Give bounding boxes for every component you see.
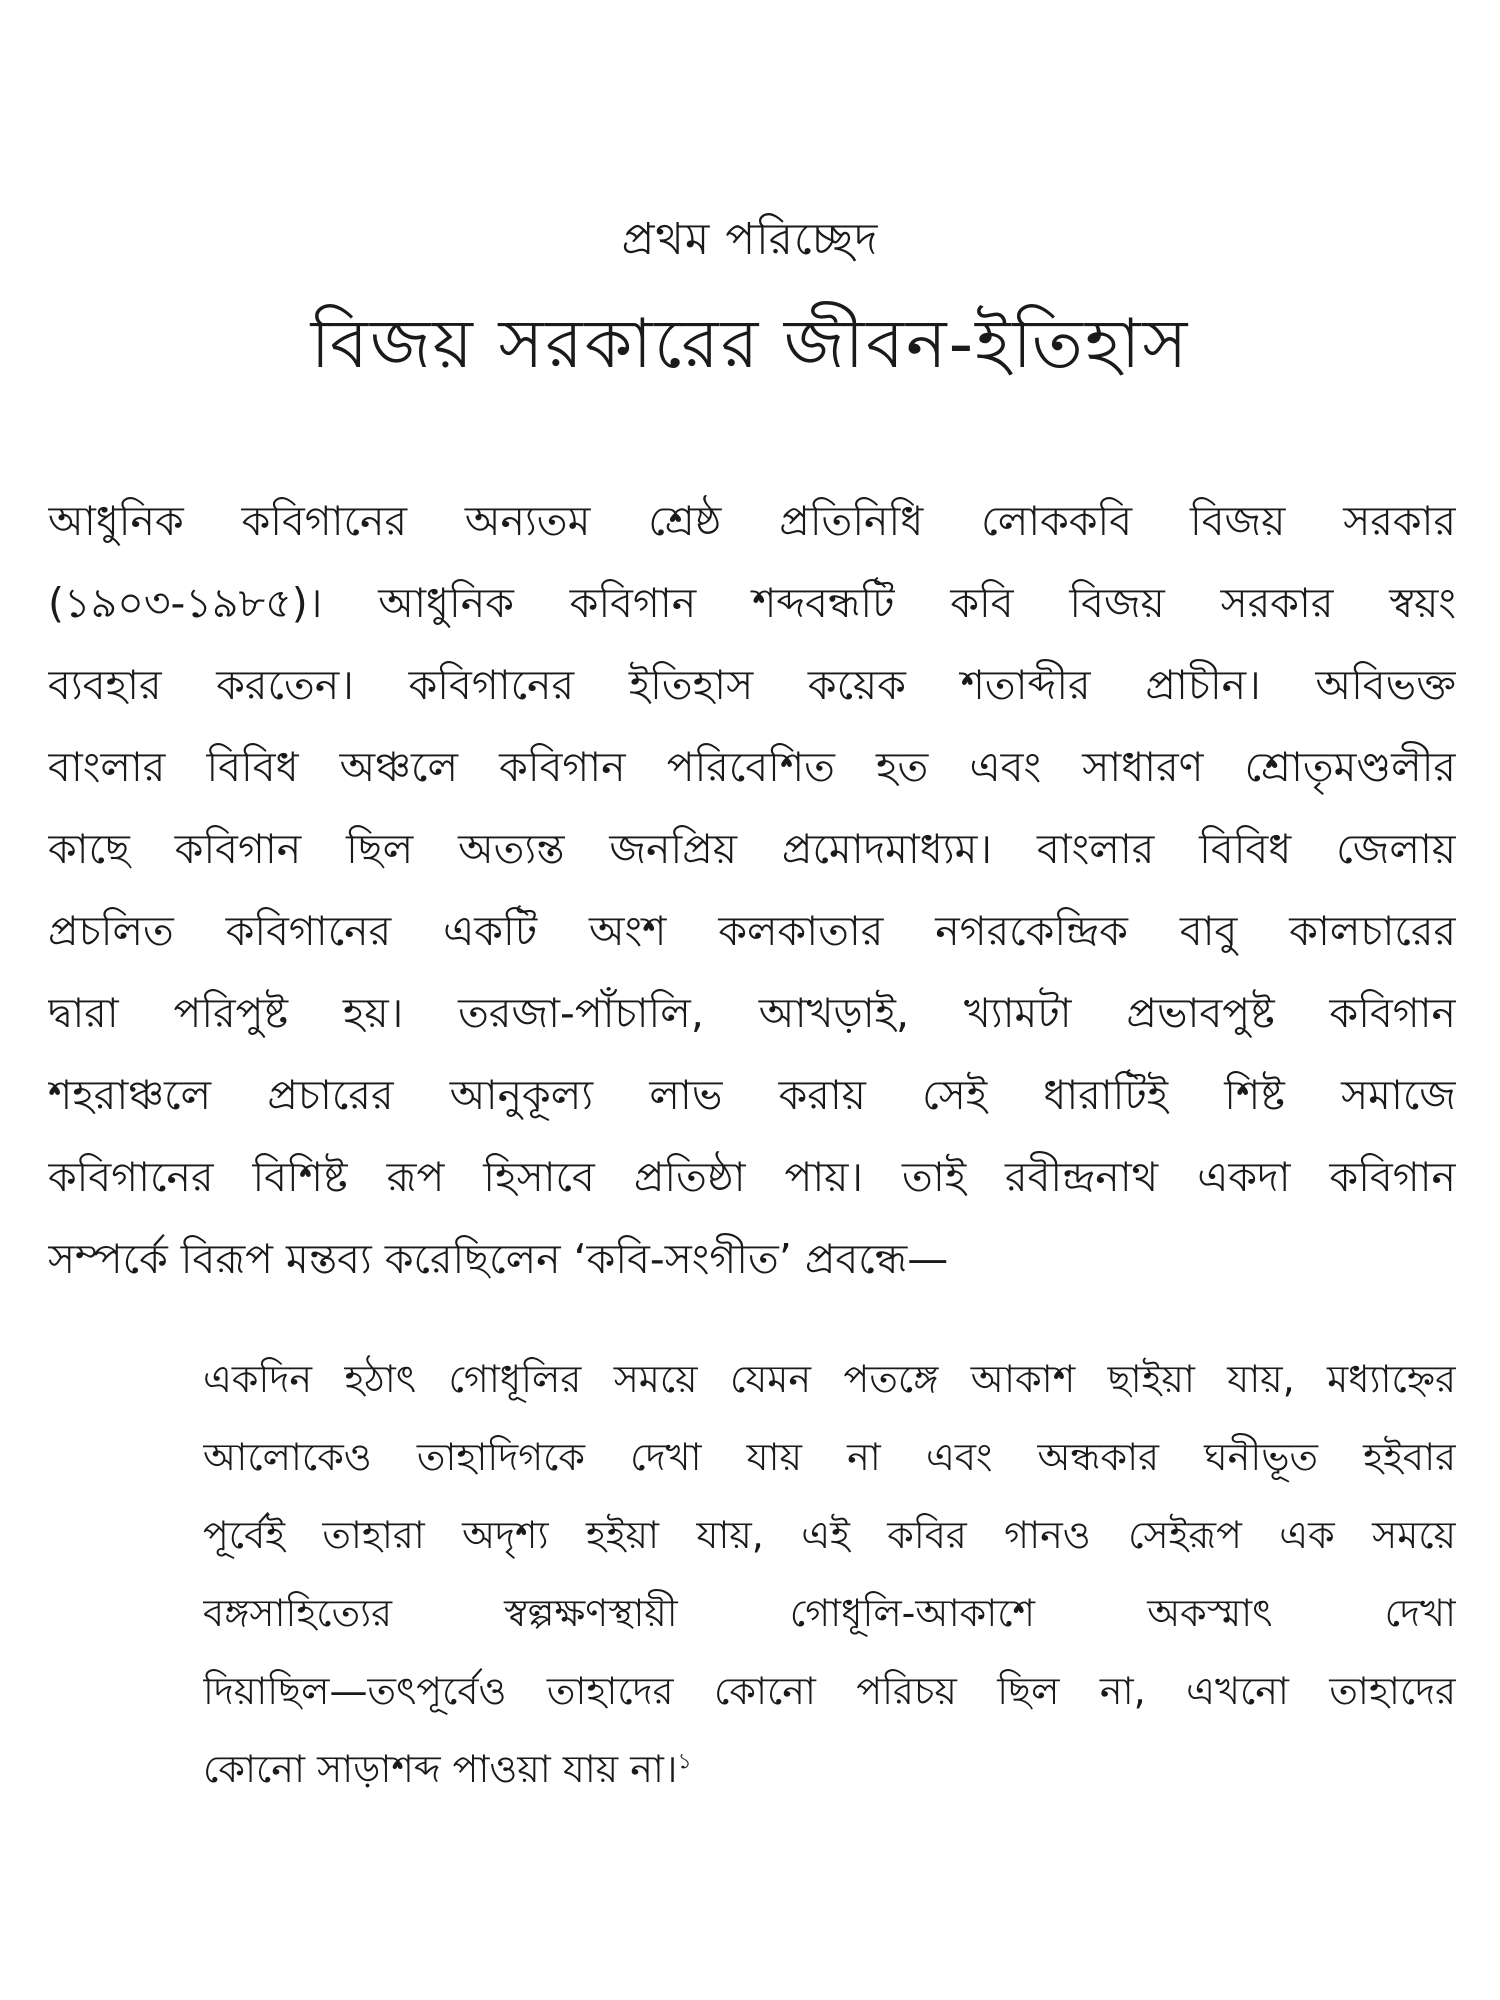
quote-line-text: কোনো সাড়াশব্দ পাওয়া যায় না। [203, 1747, 678, 1791]
paragraph-line: (১৯০৩-১৯৮৫)। আধুনিক কবিগান শব্দবন্ধটি কবি বিজয় সরকার স্বয়ং [48, 579, 1456, 627]
paragraph-line: আধুনিক কবিগানের অন্যতম শ্রেষ্ঠ প্রতিনিধি লোককবি বিজয় সরকার [48, 497, 1456, 545]
paragraph-line: কাছে কবিগান ছিল অত্যন্ত জনপ্রিয় প্রমোদমাধ্যম। বাংলার বিবিধ জেলায় [48, 825, 1456, 873]
body-paragraph [48, 480, 1456, 1300]
quote-line: একদিন হঠাৎ গোধূলির সময়ে যেমন পতঙ্গে আকাশ ছাইয়া যায়, মধ্যাহ্নের [203, 1357, 1456, 1401]
paragraph-line: সম্পর্কে বিরূপ মন্তব্য করেছিলেন ‘কবি-সংগীত’ প্রবন্ধে— [48, 1235, 949, 1283]
quote-line: পূর্বেই তাহারা অদৃশ্য হইয়া যায়, এই কবির গানও সেইরূপ এক সময়ে [203, 1513, 1456, 1557]
quote-line: দিয়াছিল—তৎপূর্বেও তাহাদের কোনো পরিচয় ছিল না, এখনো তাহাদের [203, 1669, 1456, 1713]
paragraph-line: শহরাঞ্চলে প্রচারের আনুকূল্য লাভ করায় সেই ধারাটিই শিষ্ট সমাজে [48, 1071, 1456, 1119]
quote-line-last [203, 1730, 1456, 1808]
block-quote [203, 1340, 1456, 1808]
paragraph-line: দ্বারা পরিপুষ্ট হয়। তরজা-পাঁচালি, আখড়াই, খ্যামটা প্রভাবপুষ্ট কবিগান [48, 989, 1456, 1037]
paragraph-line: কবিগানের বিশিষ্ট রূপ হিসাবে প্রতিষ্ঠা পায়। তাই রবীন্দ্রনাথ একদা কবিগান [48, 1153, 1456, 1201]
paragraph-line: বাংলার বিবিধ অঞ্চলে কবিগান পরিবেশিত হত এবং সাধারণ শ্রোতৃমণ্ডলীর [48, 743, 1456, 791]
chapter-label: প্রথম পরিচ্ছেদ [621, 214, 879, 265]
paragraph-line: প্রচলিত কবিগানের একটি অংশ কলকাতার নগরকেন্দ্রিক বাবু কালচারের [48, 907, 1456, 955]
footnote-marker[interactable]: ১ [677, 1749, 692, 1775]
chapter-title: বিজয় সরকারের জীবন-ইতিহাস [310, 305, 1190, 384]
quote-line: আলোকেও তাহাদিগকে দেখা যায় না এবং অন্ধকার ঘনীভূত হইবার [203, 1435, 1456, 1479]
paragraph-line: ব্যবহার করতেন। কবিগানের ইতিহাস কয়েক শতাব্দীর প্রাচীন। অবিভক্ত [48, 661, 1456, 709]
quote-line: বঙ্গসাহিত্যের স্বল্পক্ষণস্থায়ী গোধূলি-আকাশে অকস্মাৎ দেখা [203, 1591, 1456, 1635]
